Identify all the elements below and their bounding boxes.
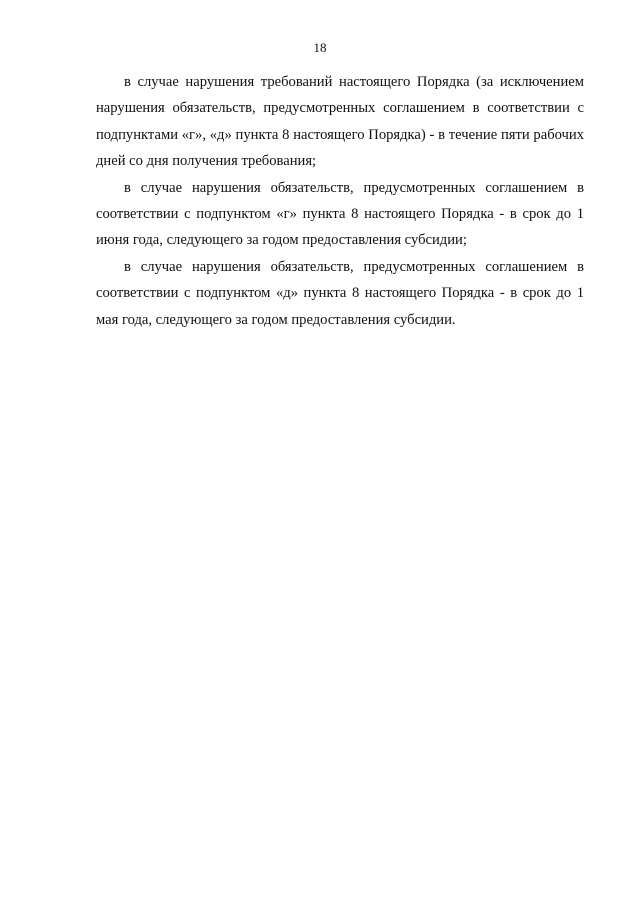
page-number: 18 — [313, 40, 327, 55]
paragraph-obligation-g: в случае нарушения обязательств, предусмотренных соглашением в соответствии с подпунктом «г» пункта 8 настоящего Порядка - в срок до 1 июня года, следующего за годом предоставления субсидии; — [96, 179, 584, 249]
paragraph-violation-requirements: в случае нарушения требований настоящего Порядка (за исключением нарушения обязательств, предусмотренных соглашением в соответствии с подпунктами «г», «д» пункта 8 настоящего Порядка) - в течение пяти рабочих дней со дня получения требования; — [96, 74, 584, 170]
document-body — [96, 69, 584, 333]
paragraph-obligation-d: в случае нарушения обязательств, предусмотренных соглашением в соответствии с подпунктом «д» пункта 8 настоящего Порядка - в срок до 1 мая года, следующего за годом предоставления субсидии. — [96, 258, 584, 328]
